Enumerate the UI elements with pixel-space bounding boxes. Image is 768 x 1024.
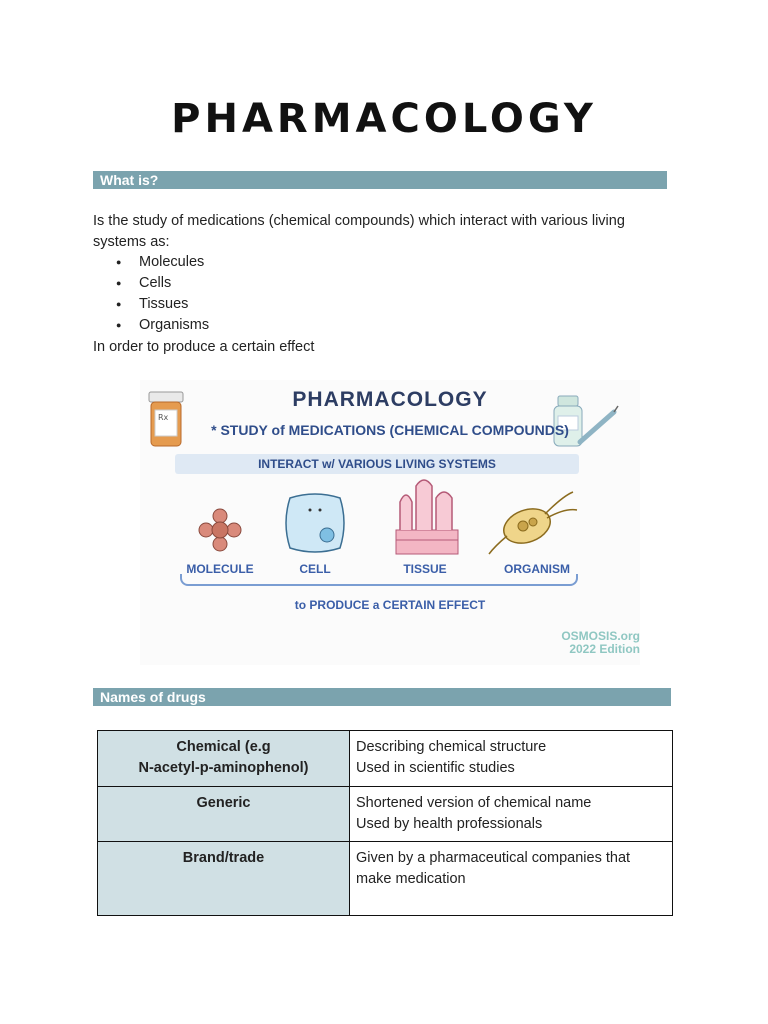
intro-line-2: systems as: [93, 234, 170, 250]
brand-name: OSMOSIS.org [561, 629, 640, 643]
figure-label-cell: CELL [299, 562, 331, 576]
description-line: Describing chemical structure [356, 739, 547, 755]
term-line: Brand/trade [182, 850, 265, 866]
tissue-icon [392, 478, 462, 558]
cell-icon [280, 490, 350, 556]
intro-line-1: Is the study of medications (chemical compounds) which interact with various living [93, 213, 625, 229]
figure-effect: to PRODUCE a CERTAIN EFFECT [294, 598, 486, 612]
table-row [98, 842, 673, 916]
list-item: ● Organisms [93, 315, 209, 336]
description-line: Given by a pharmaceutical companies that [356, 850, 631, 866]
description-line: Used by health professionals [356, 816, 543, 832]
figure-banner: INTERACT w/ VARIOUS LIVING SYSTEMS [175, 454, 579, 474]
organism-icon [485, 488, 580, 558]
figure-title: PHARMACOLOGY [292, 388, 488, 411]
table-cell-term [98, 842, 350, 916]
figure-label-organism: ORGANISM [504, 562, 570, 576]
outro-text: In order to produce a certain effect [93, 339, 315, 355]
term-line: Chemical (e.g [176, 739, 271, 755]
section-heading-names-of-drugs: Names of drugs [93, 688, 671, 706]
pharmacology-illustration [140, 380, 640, 665]
figure-bracket [180, 574, 578, 586]
figure-label-molecule: MOLECULE [186, 562, 254, 576]
intro-paragraph [93, 211, 625, 253]
section-heading-what-is: What is? [93, 171, 667, 189]
table-cell-description [350, 731, 673, 787]
table-row [98, 787, 673, 842]
bullet-list [93, 252, 209, 336]
table-cell-term [98, 731, 350, 787]
molecule-icon [198, 508, 242, 552]
page-title: PHARMACOLOGY [171, 96, 597, 142]
description-line: Shortened version of chemical name [356, 795, 592, 811]
svg-text:Rx: Rx [158, 413, 169, 422]
term-line: Generic [196, 795, 251, 811]
list-item: ● Tissues [93, 294, 209, 315]
figure-brand [561, 630, 640, 656]
table-cell-description [350, 787, 673, 842]
description-line: Used in scientific studies [356, 760, 515, 776]
figure-label-tissue: TISSUE [403, 562, 447, 576]
list-item: ● Cells [93, 273, 209, 294]
table-row [98, 731, 673, 787]
brand-edition: 2022 Edition [569, 642, 640, 656]
table-cell-term [98, 787, 350, 842]
description-line: make medication [356, 871, 466, 887]
drug-names-table [97, 730, 673, 916]
figure-subtitle: * STUDY of MEDICATIONS (CHEMICAL COMPOUNDS) [211, 422, 569, 438]
term-line: N-acetyl-p-aminophenol) [138, 760, 309, 776]
list-item: ● Molecules [93, 252, 209, 273]
table-cell-description [350, 842, 673, 916]
